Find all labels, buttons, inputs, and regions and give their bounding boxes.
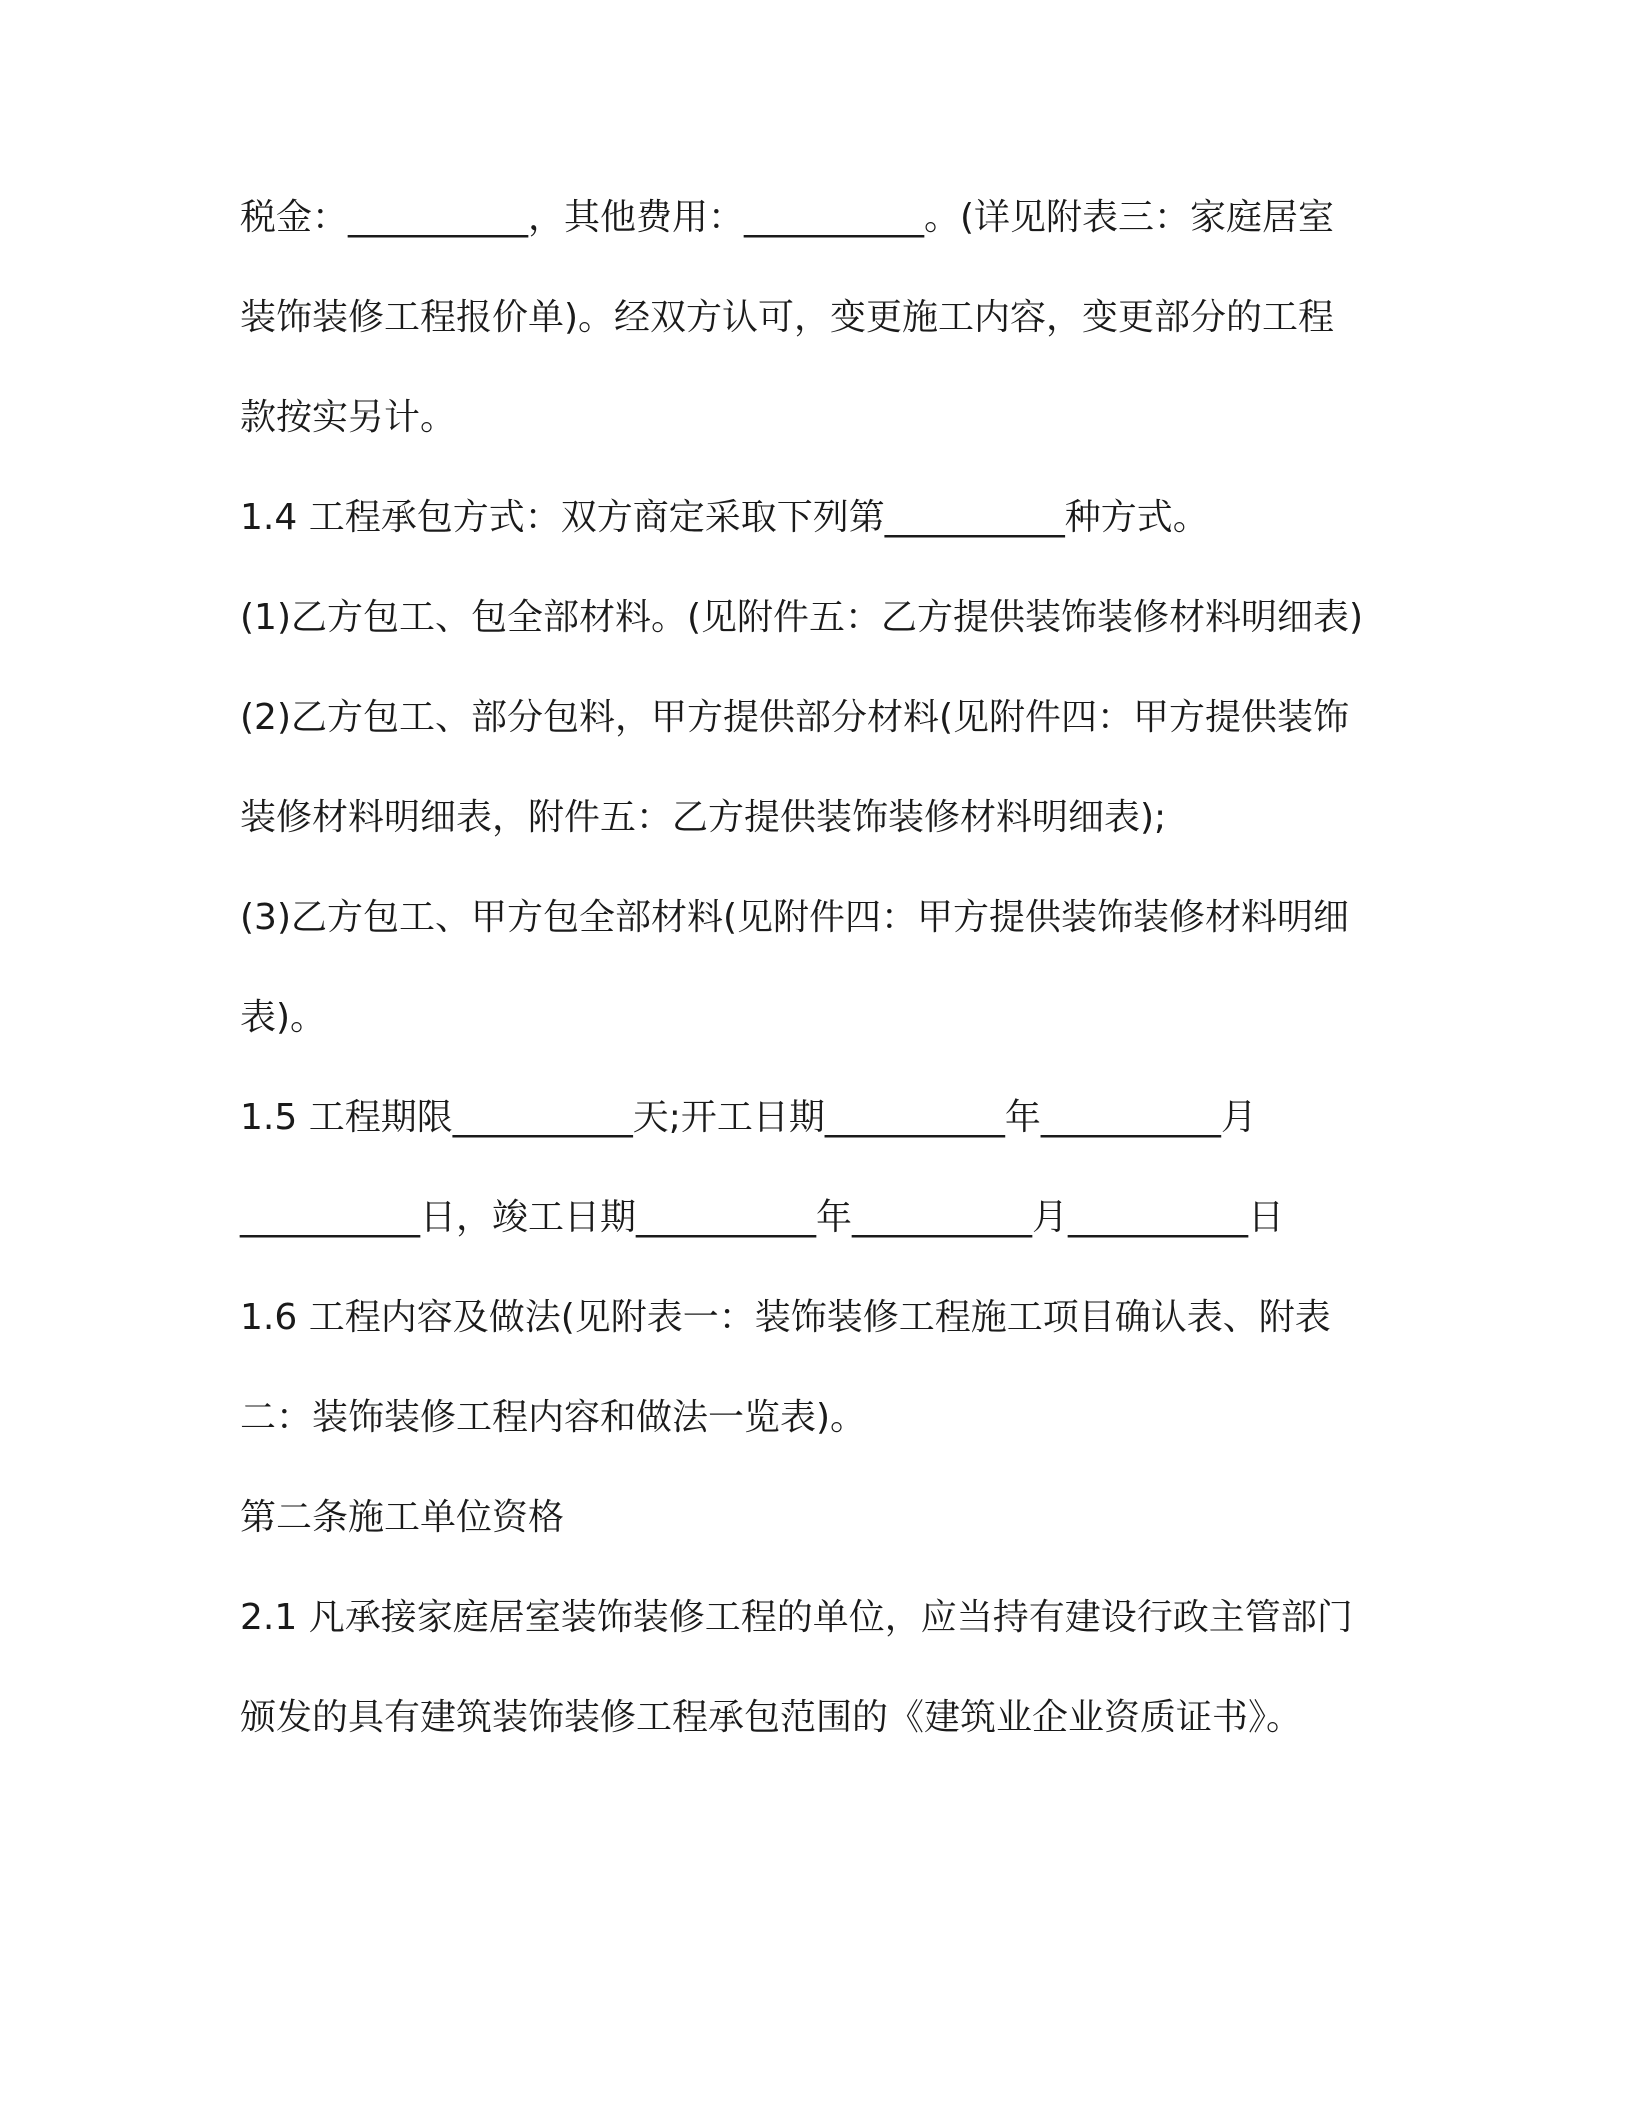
paragraph-line: 税金：__________，其他费用：__________。(详见附表三：家庭居室 bbox=[240, 197, 1335, 238]
section-1-6-heading: 1.6 工程内容及做法(见附表一：装饰装修工程施工项目确认表、附表 bbox=[240, 1297, 1331, 1338]
option-3-line: (3)乙方包工、甲方包全部材料(见附件四：甲方提供装饰装修材料明细 bbox=[240, 897, 1350, 938]
paragraph-line: 二：装饰装修工程内容和做法一览表)。 bbox=[240, 1397, 867, 1438]
paragraph-line: 款按实另计。 bbox=[240, 397, 457, 438]
paragraph-line: 装饰装修工程报价单)。经双方认可，变更施工内容，变更部分的工程 bbox=[240, 297, 1335, 338]
section-1-4-heading: 1.4 工程承包方式：双方商定采取下列第__________种方式。 bbox=[240, 497, 1209, 538]
section-1-5-heading: 1.5 工程期限__________天;开工日期__________年__________月 bbox=[240, 1097, 1257, 1138]
paragraph-line: 表)。 bbox=[240, 997, 327, 1038]
option-1-line: (1)乙方包工、包全部材料。(见附件五：乙方提供装饰装修材料明细表) bbox=[240, 597, 1364, 638]
section-2-1-heading: 2.1 凡承接家庭居室装饰装修工程的单位，应当持有建设行政主管部门 bbox=[240, 1597, 1353, 1638]
paragraph-line: __________日，竣工日期__________年__________月__________日 bbox=[240, 1197, 1285, 1238]
article-2-title: 第二条施工单位资格 bbox=[240, 1497, 565, 1538]
paragraph-line: 颁发的具有建筑装饰装修工程承包范围的《建筑业企业资质证书》。 bbox=[240, 1697, 1303, 1738]
option-2-line: (2)乙方包工、部分包料，甲方提供部分材料(见附件四：甲方提供装饰 bbox=[240, 697, 1350, 738]
paragraph-line: 装修材料明细表，附件五：乙方提供装饰装修材料明细表); bbox=[240, 797, 1167, 838]
